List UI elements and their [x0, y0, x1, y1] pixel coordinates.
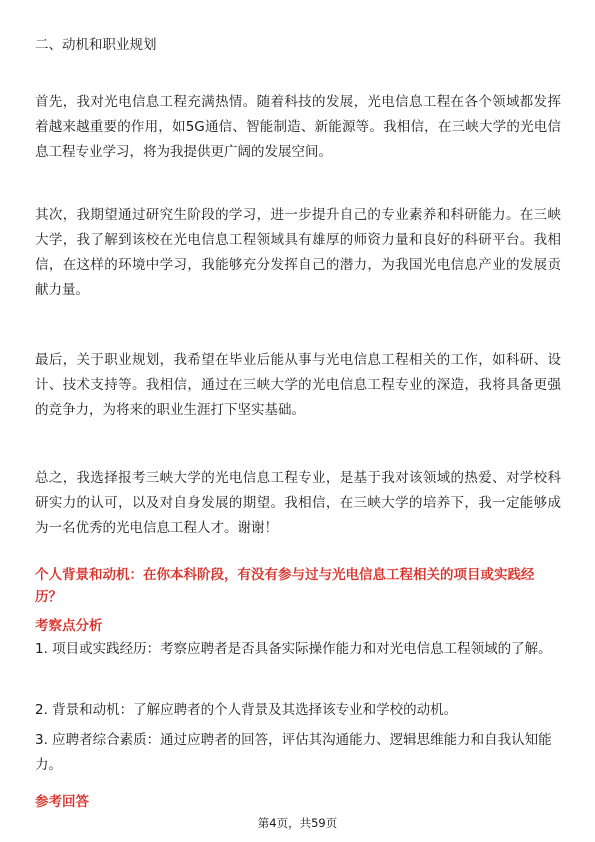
paragraph-second: 其次，我期望通过研究生阶段的学习，进一步提升自己的专业素养和科研能力。在三峡大学，我了解到该校在光电信息工程领域具有雄厚的师资力量和良好的科研平台。我相信，在这样的环境中学习，我能够充分发挥自己的潜力，为我国光电信息产业的发展贡献力量。 — [35, 207, 561, 298]
interview-question: 个人背景和动机：在你本科阶段，有没有参与过与光电信息工程相关的项目或实践经历？ — [35, 567, 535, 605]
paragraph-first: 首先，我对光电信息工程充满热情。随着科技的发展，光电信息工程在各个领域都发挥着越来越重要的作用，如5G通信、智能制造、新能源等。我相信，在三峡大学的光电信息工程专业学习，将为我提供更广阔的发展空间。 — [35, 94, 561, 160]
analysis-item-project: 1. 项目或实践经历：考察应聘者是否具备实际操作能力和对光电信息工程领域的了解。 — [35, 641, 552, 657]
page-number: 第4页，共59页 — [257, 816, 338, 830]
analysis-item-background: 2. 背景和动机：了解应聘者的个人背景及其选择该专业和学校的动机。 — [35, 702, 458, 718]
section-heading: 二、动机和职业规划 — [35, 37, 157, 53]
analysis-item-quality: 3. 应聘者综合素质：通过应聘者的回答，评估其沟通能力、逻辑思维能力和自我认知能力。 — [35, 732, 552, 773]
reference-answer-title: 参考回答 — [35, 794, 89, 810]
paragraph-third: 最后，关于职业规划，我希望在毕业后能从事与光电信息工程相关的工作，如科研、设计、技术支持等。我相信，通过在三峡大学的光电信息工程专业的深造，我将具备更强的竞争力，为将来的职业生涯打下坚实基础。 — [35, 352, 561, 418]
paragraph-conclusion: 总之，我选择报考三峡大学的光电信息工程专业，是基于我对该领域的热爱、对学校科研实力的认可，以及对自身发展的期望。我相信，在三峡大学的培养下，我一定能够成为一名优秀的光电信息工程人才。谢谢！ — [35, 470, 561, 536]
analysis-title: 考察点分析 — [35, 618, 103, 634]
